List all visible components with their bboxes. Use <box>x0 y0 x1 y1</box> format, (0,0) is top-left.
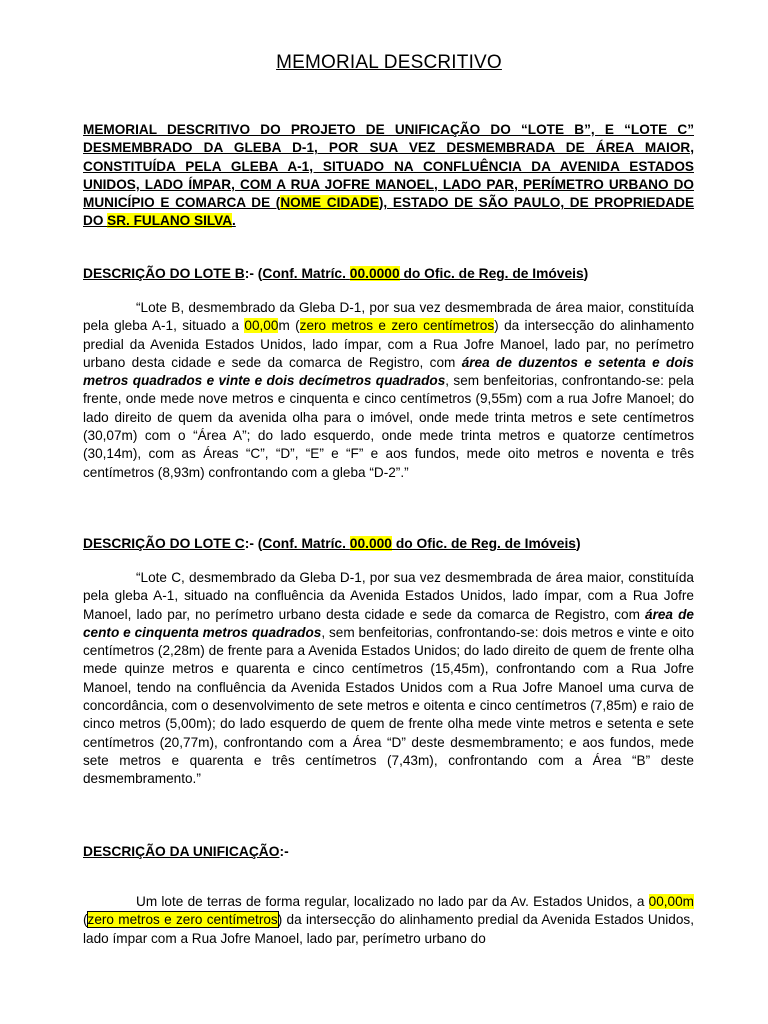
intro-text-3: . <box>232 213 236 229</box>
lote-b-heading-label: DESCRIÇÃO DO LOTE B <box>83 266 245 281</box>
lote-c-matricula-number: 00.000 <box>349 536 392 551</box>
lote-b-text-4: , sem benfeitorias, confrontando-se: pela frente, onde mede nove metros e cinquenta e cinco centímetros (9,55m) com a rua Jofre Manoel; do lado direito de quem da avenida olha para o imóvel, onde mede trinta metros e sete centímetros (30,07m) com o “Área A”; do lado esquerdo, onde mede trinta metros e quatorze centímetros (30,14m), com as Áreas “C”, “D”, “E” e “F” e aos fundos, mede oito metros e noventa e três centímetros (8,93m) confrontando com a gleba “D-2”.” <box>83 373 694 480</box>
lote-b-paragraph <box>83 299 694 482</box>
unificacao-heading <box>83 843 694 861</box>
lote-c-heading-rest: do Ofic. de Reg. de Imóveis <box>391 536 576 551</box>
unificacao-distance-highlight: 00,00m <box>648 894 694 909</box>
lote-c-heading <box>83 535 694 553</box>
unificacao-text-3: ) da intersecção do alinhamento predial da Avenida Estados Unidos, lado ímpar com a Rua Jofre Manoel, lado par, perímetro urbano do <box>83 912 694 946</box>
lote-b-distance-highlight: 00,00 <box>244 318 279 334</box>
unificacao-text-2: ( <box>83 912 88 928</box>
unificacao-distance-words-highlight: zero metros e zero centímetros <box>87 912 278 928</box>
unificacao-heading-sep: :- <box>279 844 289 859</box>
unificacao-paragraph <box>83 893 694 948</box>
city-name-highlight: NOME CIDADE <box>280 195 379 211</box>
lote-b-area: área de duzentos e setenta e dois metros quadrados e vinte e dois decímetros quadrados <box>83 354 694 389</box>
lote-b-matricula-number: 00.0000 <box>349 266 400 281</box>
lote-b-text-3: ) da intersecção do alinhamento predial da Avenida Estados Unidos, lado ímpar, com a Rua Jofre Manoel, lado par, no perímetro urbano desta cidade e sede da comarca de Registro, com <box>83 318 695 370</box>
lote-b-text-1: “Lote B, desmembrado da Gleba D-1, por sua vez desmembrada de área maior, constituída pela gleba A-1, situado a <box>83 300 694 334</box>
lote-b-heading-conf: Conf. Matríc. <box>262 266 346 281</box>
lote-c-heading-conf: Conf. Matríc. <box>262 536 346 551</box>
unificacao-heading-label: DESCRIÇÃO DA UNIFICAÇÃO <box>83 844 280 859</box>
lote-c-heading-close: ) <box>576 536 581 551</box>
intro-text-1: MEMORIAL DESCRITIVO DO PROJETO DE UNIFICAÇÃO DO “LOTE B”, E “LOTE C” DESMEMBRADO DA GLEBA D-1, POR SUA VEZ DESMEMBRADA DE ÁREA MAIOR, CONSTITUÍDA PELA GLEBA A-1, SITUADO NA CONFLUÊNCIA DA AVENIDA ESTADOS UNIDOS, LADO ÍMPAR, COM A RUA JOFRE MANOEL, LADO PAR, PERÍMETRO URBANO DO MUNICÍPIO E COMARCA DE ( <box>83 122 694 211</box>
unificacao-text-1: Um lote de terras de forma regular, localizado no lado par da Av. Estados Unidos, a <box>136 894 649 909</box>
lote-b-distance-words-highlight: zero metros e zero centímetros <box>299 318 495 334</box>
lote-b-heading-close: ) <box>583 266 589 281</box>
lote-b-heading-sep: :- ( <box>244 266 263 281</box>
lote-c-text-2: , sem benfeitorias, confrontando-se: dois metros e vinte e oito centímetros (2,28m) de frente para a Avenida Estados Unidos; do lado direito de quem de frente olha mede quinze metros e quarenta e cinco centímetros (15,45m), confrontando com a Rua Jofre Manoel, tendo na confluência da Avenida Estados Unidos com a Rua Jofre Manoel uma curva de concordância, com o desenvolvimento de sete metros e oitenta e cinco centímetros (7,85m) e raio de cinco metros (5,00m); do lado esquerdo de quem de frente olha mede vinte metros e setenta e sete centímetros (20,77m), confrontando com a Área “D” deste desmembramento; e aos fundos, mede sete metros e quarenta e três centímetros (7,43m), confrontando com a Área “B” deste desmembramento.” <box>83 624 694 787</box>
owner-name-highlight: SR. FULANO SILVA <box>107 213 233 229</box>
intro-paragraph <box>83 121 694 231</box>
document-title: MEMORIAL DESCRITIVO <box>276 52 502 73</box>
lote-c-area: área de cento e cinquenta metros quadrados <box>83 606 694 640</box>
lote-b-text-2: m ( <box>278 318 300 334</box>
lote-c-paragraph <box>83 569 694 789</box>
lote-b-heading <box>83 265 694 283</box>
lote-c-heading-sep: :- ( <box>244 536 263 551</box>
intro-text-2: ), ESTADO DE SÃO PAULO, DE PROPRIEDADE DO <box>83 195 695 229</box>
lote-b-heading-rest: do Ofic. de Reg. de Imóveis <box>399 266 584 281</box>
lote-c-text-1: “Lote C, desmembrado da Gleba D-1, por sua vez desmembrada de área maior, constituída pela gleba A-1, situado na confluência da Avenida Estados Unidos, lado ímpar, com a Rua Jofre Manoel, lado par, no perímetro urbano desta cidade e sede da comarca de Registro, com <box>83 570 694 622</box>
lote-c-heading-label: DESCRIÇÃO DO LOTE C <box>83 536 245 551</box>
